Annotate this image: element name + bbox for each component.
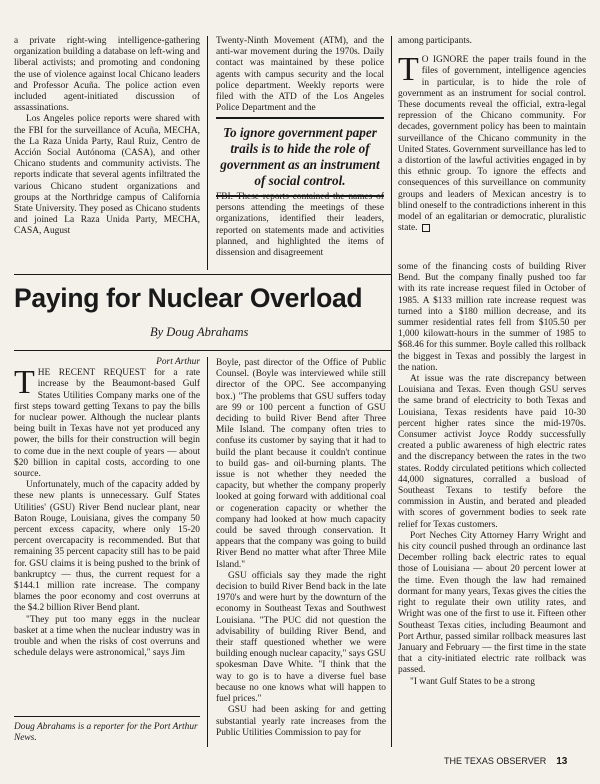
author-note: Doug Abrahams is a reporter for the Port Arthur News. [14,722,198,744]
article-col3-para-1: At issue was the rate discrepancy between Louisiana and Texas. Even though GSU serves the same brand of electricity to both Texas and Louisiana, Texas residents have paid 10-30 percent higher rates since the mid-1970s. Consumer activist Joyce Roddy successfully created a public awareness of high electric rates and the discrepancy between the rates in the two states. Roddy circulated petitions which collected 44,000 signatures, corralled a busload of Southeast Texans to testify before the commission in Austin, and berated and pleaded with scores of government bodies to seek rate relief for Texas customers. [398,374,586,530]
article-column-1 [14,357,200,659]
article-col1-lead: HE RECENT REQUEST for a rate increase by the Beaumont-based Gulf States Utilities Company marks one of the first steps toward getting Texans to pay the bills for nuclear power. Although the nuclear plants being built in Texas have not yet produced any power, the bills for their construction will begin to come due in the next couple of years — about $20 billion in capital costs, according to one source. [14,368,200,480]
article-col1-para-1: Unfortunately, much of the capacity added by these new plants is unnecessary. Gulf States Utilities' (GSU) River Bend nuclear plant, near Baton Rouge, Louisiana, gives the company 50 percent excess capacity, where only 15-20 percent overcapacity is recommended. But that remaining 35 percent capacity still has to be paid for. GSU claims it is being pushed to the brink of bankruptcy — thus, the current request for a $144.1 million rate increase. The company blames the poor economy and cost overruns at the $4.2 billion River Bend plant. [14,480,200,614]
section-divider [14,274,392,275]
author-footnote [14,722,200,744]
top-col2-text: Twenty-Ninth Movement (ATM), and the anti-war movement during the 1970s. Daily contact was maintained by these police agents with campus security and the local police department. Weekly reports were filed with the ATD of the Los Angeles Police Department and the [216,36,384,114]
article-col2-para-2: GSU officials say they made the right decision to build River Bend back in the late 1970's and were hurt by the downturn of the economy in Southeast Texas and Southwest Louisiana. "The PUC did not question the advisability of building River Bend, and their staff questioned whether we were building enough nuclear capacity," says GSU spokesman Dave White. "I think that the way to go is to have a diverse fuel base because no one knows what will happen to fuel prices." [216,570,386,705]
column-divider [391,260,392,747]
pull-quote: To ignore government paper trails is to hide the role of government as an instrument of social control. [216,117,384,197]
headline-rule [14,350,392,351]
top-column-2 [216,36,384,114]
column-divider [391,36,392,270]
drop-cap: T [14,364,35,402]
article-col3-lead: some of the financing costs of building River Bend. But the company finally pushed too far with its rate increase request filed in October of 1985. A $133 million rate increase request was turned into a $180 million decrease, and its summer residential rates fell from $105.50 per 1,000 kilowatt-hours in the summer of 1985 to $68.46 for this summer. Boyle called this rollback the biggest in Texas and possibly the largest in the nation. [398,262,586,373]
page-number: 13 [556,756,568,767]
top-column-2-bottom [216,192,384,259]
article-column-3 [398,262,586,688]
top-col1-para-2: Los Angeles police reports were shared with the FBI for the surveillance of Acuña, MECHA, the La Raza Unida Party, Raul Ruiz, Centro de Acción Social Autónoma (CASA), and other Chicano students and community activists. The reports indicate that several agents infiltrated the various Chicano student organizations and groups at the Northridge campus of California State University. They posed as Chicano students and joined La Raza Unida Party, MECHA, CASA, August [14,114,200,237]
end-mark-icon [422,224,430,232]
article-col3-para-2: Port Neches City Attorney Harry Wright and his city council pushed through an ordinance last December rolling back electric rates to equal those of Louisiana — about 20 percent lower at the time. Even though the law had remained dormant for many years, Texas gives the cities the right to regulate their own utility rates, and Wright was one of the first to use it. Fifteen other Southeast Texas cities, including Beaumont and Port Arthur, passed similar rollback measures last January and February — the first time in the state that a city-initiated electric rate rollback was passed. [398,530,586,676]
top-col3-body: O IGNORE the paper trails found in the files of government, intelligence agencies in particular, is to hide the role of government as an instrument for social control. These documents reveal the official, extra-legal repression of the Chicano community. For decades, government policy has been to maintain surveillance of the Chicano community in the United States. Government surveillance has led to a distortion of the lawful activities engaged in by this ethnic group. To ignore the effects and consequences of this surveillance on community groups and leaders of Mexican ancestry is to blind oneself to the contradictions inherent in this model of an egalitarian or democratic, pluralistic state. [398,55,586,234]
top-col2-bottom-text: FBI. These reports contained the names of persons attending the meetings of these organizations, identified their leaders, reported on statements made and activities planned, and highlighted the items of dissension and disagreement [216,192,384,259]
article-dateline: Port Arthur [156,357,200,367]
publication-name: THE TEXAS OBSERVER [444,756,547,766]
top-column-1 [14,36,200,238]
article-col2-para-1: Boyle, past director of the Office of Public Counsel. (Boyle was interviewed while still director of the OPC. See accompanying box.) "The problems that GSU suffers today are 99 or 100 percent a function of GSU deciding to build River Bend after Three Mile Island. The company often tries to confuse its customer by saying that it had to build the plant because it couldn't continue to build gas- and oil-burning plants. The issue is not whether they needed the capacity, but whether the company properly looked at going forward with additional coal or cogeneration capacity or whether the company had looked at how much capacity could be saved through conservation. It appears that the company was going to build River Bend no matter what after Three Mile Island." [216,358,386,570]
top-col3-lead: among participants. [398,36,472,46]
top-column-3 [398,36,586,234]
top-col1-para-1: a private right-wing intelligence-gathering organization building a database on left-wing and liberal activists; and promoting and condoning the use of violence against local Chicano leaders and Professor Acuña. The police action even included agent-initiated discussion of assassinations. [14,36,200,114]
drop-cap: T [398,51,419,89]
column-divider [207,357,208,747]
article-col1-para-2: "They put too many eggs in the nuclear basket at a time when the nuclear industry was in trouble and when the risks of cost overruns and schedule delays were astronomical," says Jim [14,614,200,659]
column-divider [207,36,208,270]
article-title: Paying for Nuclear Overload [14,283,363,313]
article-col2-para-3: GSU had been asking for and getting substantial yearly rate increases from the Public Utilities Commission to pay for [216,705,386,738]
article-col3-para-3: "I want Gulf States to be a strong [410,676,535,687]
page-footer [444,756,567,767]
article-column-2 [216,358,386,739]
article-byline: By Doug Abrahams [150,325,249,339]
footnote-rule [14,716,200,717]
